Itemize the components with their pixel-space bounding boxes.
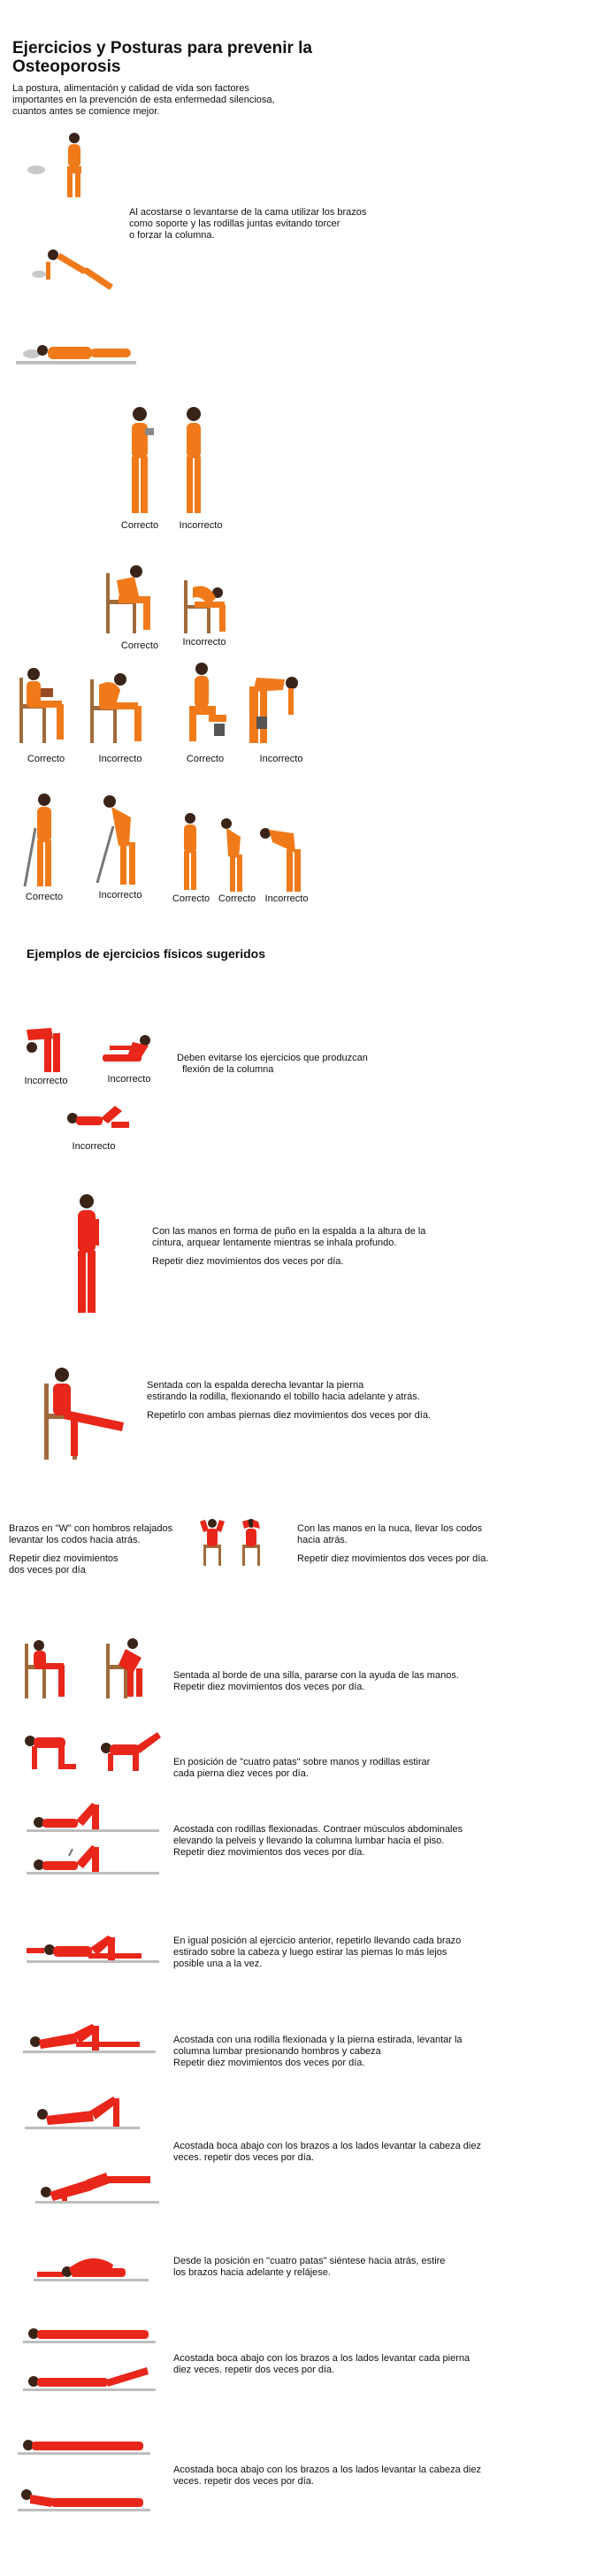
text-line: Acostada boca abajo con los brazos a los lados levantar cada pierna xyxy=(173,2353,470,2364)
text-line: veces. repetir dos veces por día. xyxy=(173,2476,314,2487)
text-line: estirado sobre la cabeza y luego estirar las piernas lo más lejos xyxy=(173,1947,448,1958)
text-line: En igual posición al ejercicio anterior, repetirlo llevando cada brazo xyxy=(173,1936,462,1946)
walk-correct-1-figure xyxy=(177,812,203,892)
sitting1-correct-label: Correcto xyxy=(120,640,159,651)
cane-incorrect-figure xyxy=(92,794,147,886)
text-line: posible una a la vez. xyxy=(173,1959,263,1969)
text-line: o forzar la columna. xyxy=(129,230,215,241)
exercise-3-text xyxy=(173,1824,580,1859)
seated-leg-raise-figure xyxy=(35,1364,142,1461)
text-line: En posición de "cuatro patas" sobre manos y rodillas estirar xyxy=(173,1757,431,1767)
text-line: Brazos en "W" con hombros relajados xyxy=(9,1523,173,1534)
sitting-correct-figure xyxy=(101,564,159,635)
back-arch-figure xyxy=(64,1192,108,1316)
exercise-1-text xyxy=(173,1670,562,1693)
chair-stand-figures xyxy=(21,1638,172,1700)
text-line: Al acostarse o levantarse de la cama utilizar los brazos xyxy=(129,207,367,218)
sitting1-incorrect-label: Incorrecto xyxy=(182,637,226,648)
intro-line: cuantos antes se comience mejor. xyxy=(12,106,160,117)
avoid-label-1: Incorrecto xyxy=(24,1076,68,1086)
prone-rest-figure xyxy=(18,2434,150,2457)
prone-head-raise-figure-1 xyxy=(25,2093,140,2132)
text-line: elevando la pelveis y llevando la columna lumbar hacia el piso. xyxy=(173,1836,445,1846)
desk-sitting-incorrect-figure xyxy=(87,669,157,745)
intro-line: importantes en la prevención de esta enfermedad silenciosa, xyxy=(12,95,275,105)
text-line: Sentada con la espalda derecha levantar la pierna xyxy=(147,1380,364,1391)
desk-sitting-correct-figure xyxy=(18,665,74,745)
repeat-text: Repetir diez movimientos xyxy=(9,1553,119,1564)
cane-correct-figure xyxy=(18,793,65,890)
text-line: Acostada boca abajo con los brazos a los lados levantar la cabeza diez xyxy=(173,2465,481,2475)
walk-correct-2-label: Correcto xyxy=(172,893,210,904)
bridge-figure xyxy=(23,2020,156,2056)
text-line: hacia atrás. xyxy=(297,1535,348,1545)
text-line: Desde la posición en "cuatro patas" siéntese hacia atrás, estire xyxy=(173,2256,446,2266)
lying-in-bed-figure xyxy=(16,333,140,368)
text-line: Con las manos en la nuca, llevar los codos xyxy=(297,1523,483,1534)
text-line: Repetir diez movimientos dos veces por día. xyxy=(173,2058,365,2068)
nape-text xyxy=(297,1523,562,1565)
prone-head-raise-figure-2 xyxy=(35,2167,159,2206)
seated-leg-text xyxy=(147,1380,518,1422)
page-title: Ejercicios y Posturas para prevenir la Osteoporosis xyxy=(12,39,313,76)
exercise-2-text xyxy=(173,1757,562,1780)
text-line: veces. repetir dos veces por día. xyxy=(173,2152,314,2163)
sitting2-incorrect-1-label: Incorrecto xyxy=(98,754,142,764)
lying-crunch-figure xyxy=(62,1104,133,1136)
repeat-text: Repetir diez movimientos dos veces por día. xyxy=(297,1553,489,1564)
fists-text xyxy=(152,1226,506,1268)
kneeling-correct-figure xyxy=(179,662,228,745)
text-line: levantar los codos hacia atrás. xyxy=(9,1535,141,1545)
pelvic-tilt-figures xyxy=(27,1798,159,1877)
text-line: Repetir diez movimientos dos veces por día. xyxy=(173,1682,365,1692)
text-line: Deben evitarse los ejercicios que produzcan xyxy=(177,1053,368,1063)
text-line: los brazos hacia adelante y relájese. xyxy=(173,2267,331,2278)
child-pose-figure xyxy=(34,2247,149,2284)
text-line: Repetir diez movimientos dos veces por día. xyxy=(173,1847,365,1858)
intro-line: La postura, alimentación y calidad de vida son factores xyxy=(12,83,249,94)
bending-exercise-figure xyxy=(21,1024,65,1074)
repeat-text: Repetir diez movimientos dos veces por día. xyxy=(152,1256,344,1267)
text-line: Acostada con una rodilla flexionada y la pierna estirada, levantar la xyxy=(173,2035,463,2045)
intro-text xyxy=(12,83,402,118)
text-line: cintura, arquear lentamente mientras se inhala profundo. xyxy=(152,1238,397,1248)
sitting2-correct-2-label: Correcto xyxy=(186,754,225,764)
seated-toe-touch-figure xyxy=(97,1033,163,1065)
walk-incorrect-1-label: Incorrecto xyxy=(98,890,142,901)
exercise-6-text xyxy=(173,2141,580,2164)
four-paws-figures xyxy=(23,1730,164,1775)
text-line: columna lumbar presionando hombros y cabeza xyxy=(173,2046,381,2057)
sitting2-correct-1-label: Correcto xyxy=(27,754,65,764)
prone-head-lift-figure xyxy=(18,2482,150,2514)
text-line: Sentada al borde de una silla, pararse con la ayuda de las manos. xyxy=(173,1670,459,1681)
avoid-text xyxy=(177,1053,442,1076)
standing-incorrect-label: Incorrecto xyxy=(179,520,223,531)
sitting2-incorrect-2-label: Incorrecto xyxy=(259,754,303,764)
exercise-9-text xyxy=(173,2465,580,2488)
repeat-text: Repetirlo con ambas piernas diez movimientos dos veces por día. xyxy=(147,1410,431,1421)
exercise-8-text xyxy=(173,2353,580,2376)
standing-incorrect-figure xyxy=(180,405,207,517)
exercise-5-text xyxy=(173,2035,580,2069)
text-line: diez veces. repetir dos veces por día. xyxy=(173,2365,335,2375)
prone-leg-raise-figure-2 xyxy=(23,2362,156,2394)
exercises-heading: Ejemplos de ejercicios físicos sugeridos xyxy=(27,947,265,961)
standing-correct-label: Correcto xyxy=(120,520,159,531)
text-line: como soporte y las rodillas juntas evitando torcer xyxy=(129,218,340,229)
avoid-label-3: Incorrecto xyxy=(72,1141,116,1152)
standing-correct-figure xyxy=(122,405,157,517)
walk-correct-3-label: Correcto xyxy=(218,893,256,904)
text-line: Acostada boca abajo con los brazos a los lados levantar la cabeza diez xyxy=(173,2141,481,2151)
arms-w-text xyxy=(9,1523,203,1576)
sitting-bed-figure xyxy=(55,131,90,202)
prone-leg-raise-figure-1 xyxy=(23,2323,156,2346)
bed-instruction-text xyxy=(129,207,421,242)
repeat-text: dos veces por día xyxy=(9,1565,86,1576)
walk-incorrect-2-label: Incorrecto xyxy=(264,893,309,904)
arm-stretch-figure xyxy=(27,1928,159,1966)
avoid-label-2: Incorrecto xyxy=(107,1074,151,1085)
text-line: Acostada con rodillas flexionadas. Contraer músculos abdominales xyxy=(173,1824,463,1835)
walk-incorrect-figure xyxy=(258,823,308,893)
pillow-figure xyxy=(27,165,46,175)
text-line: flexión de la columna xyxy=(182,1064,274,1075)
text-line: cada pierna diez veces por día. xyxy=(173,1768,309,1779)
exercise-4-text xyxy=(173,1936,580,1970)
text-line: estirando la rodilla, flexionando el tobillo hacia adelante y atrás. xyxy=(147,1392,420,1402)
bending-incorrect-figure xyxy=(241,674,302,745)
walk-correct-2-figure xyxy=(218,817,249,893)
text-line: Con las manos en forma de puño en la espalda a la altura de la xyxy=(152,1226,426,1237)
walk-correct-1-label: Correcto xyxy=(25,892,64,902)
rising-from-bed-figure xyxy=(30,239,119,301)
arms-w-figures xyxy=(200,1514,274,1568)
sitting-incorrect-figure xyxy=(182,575,235,635)
exercise-7-text xyxy=(173,2256,580,2279)
